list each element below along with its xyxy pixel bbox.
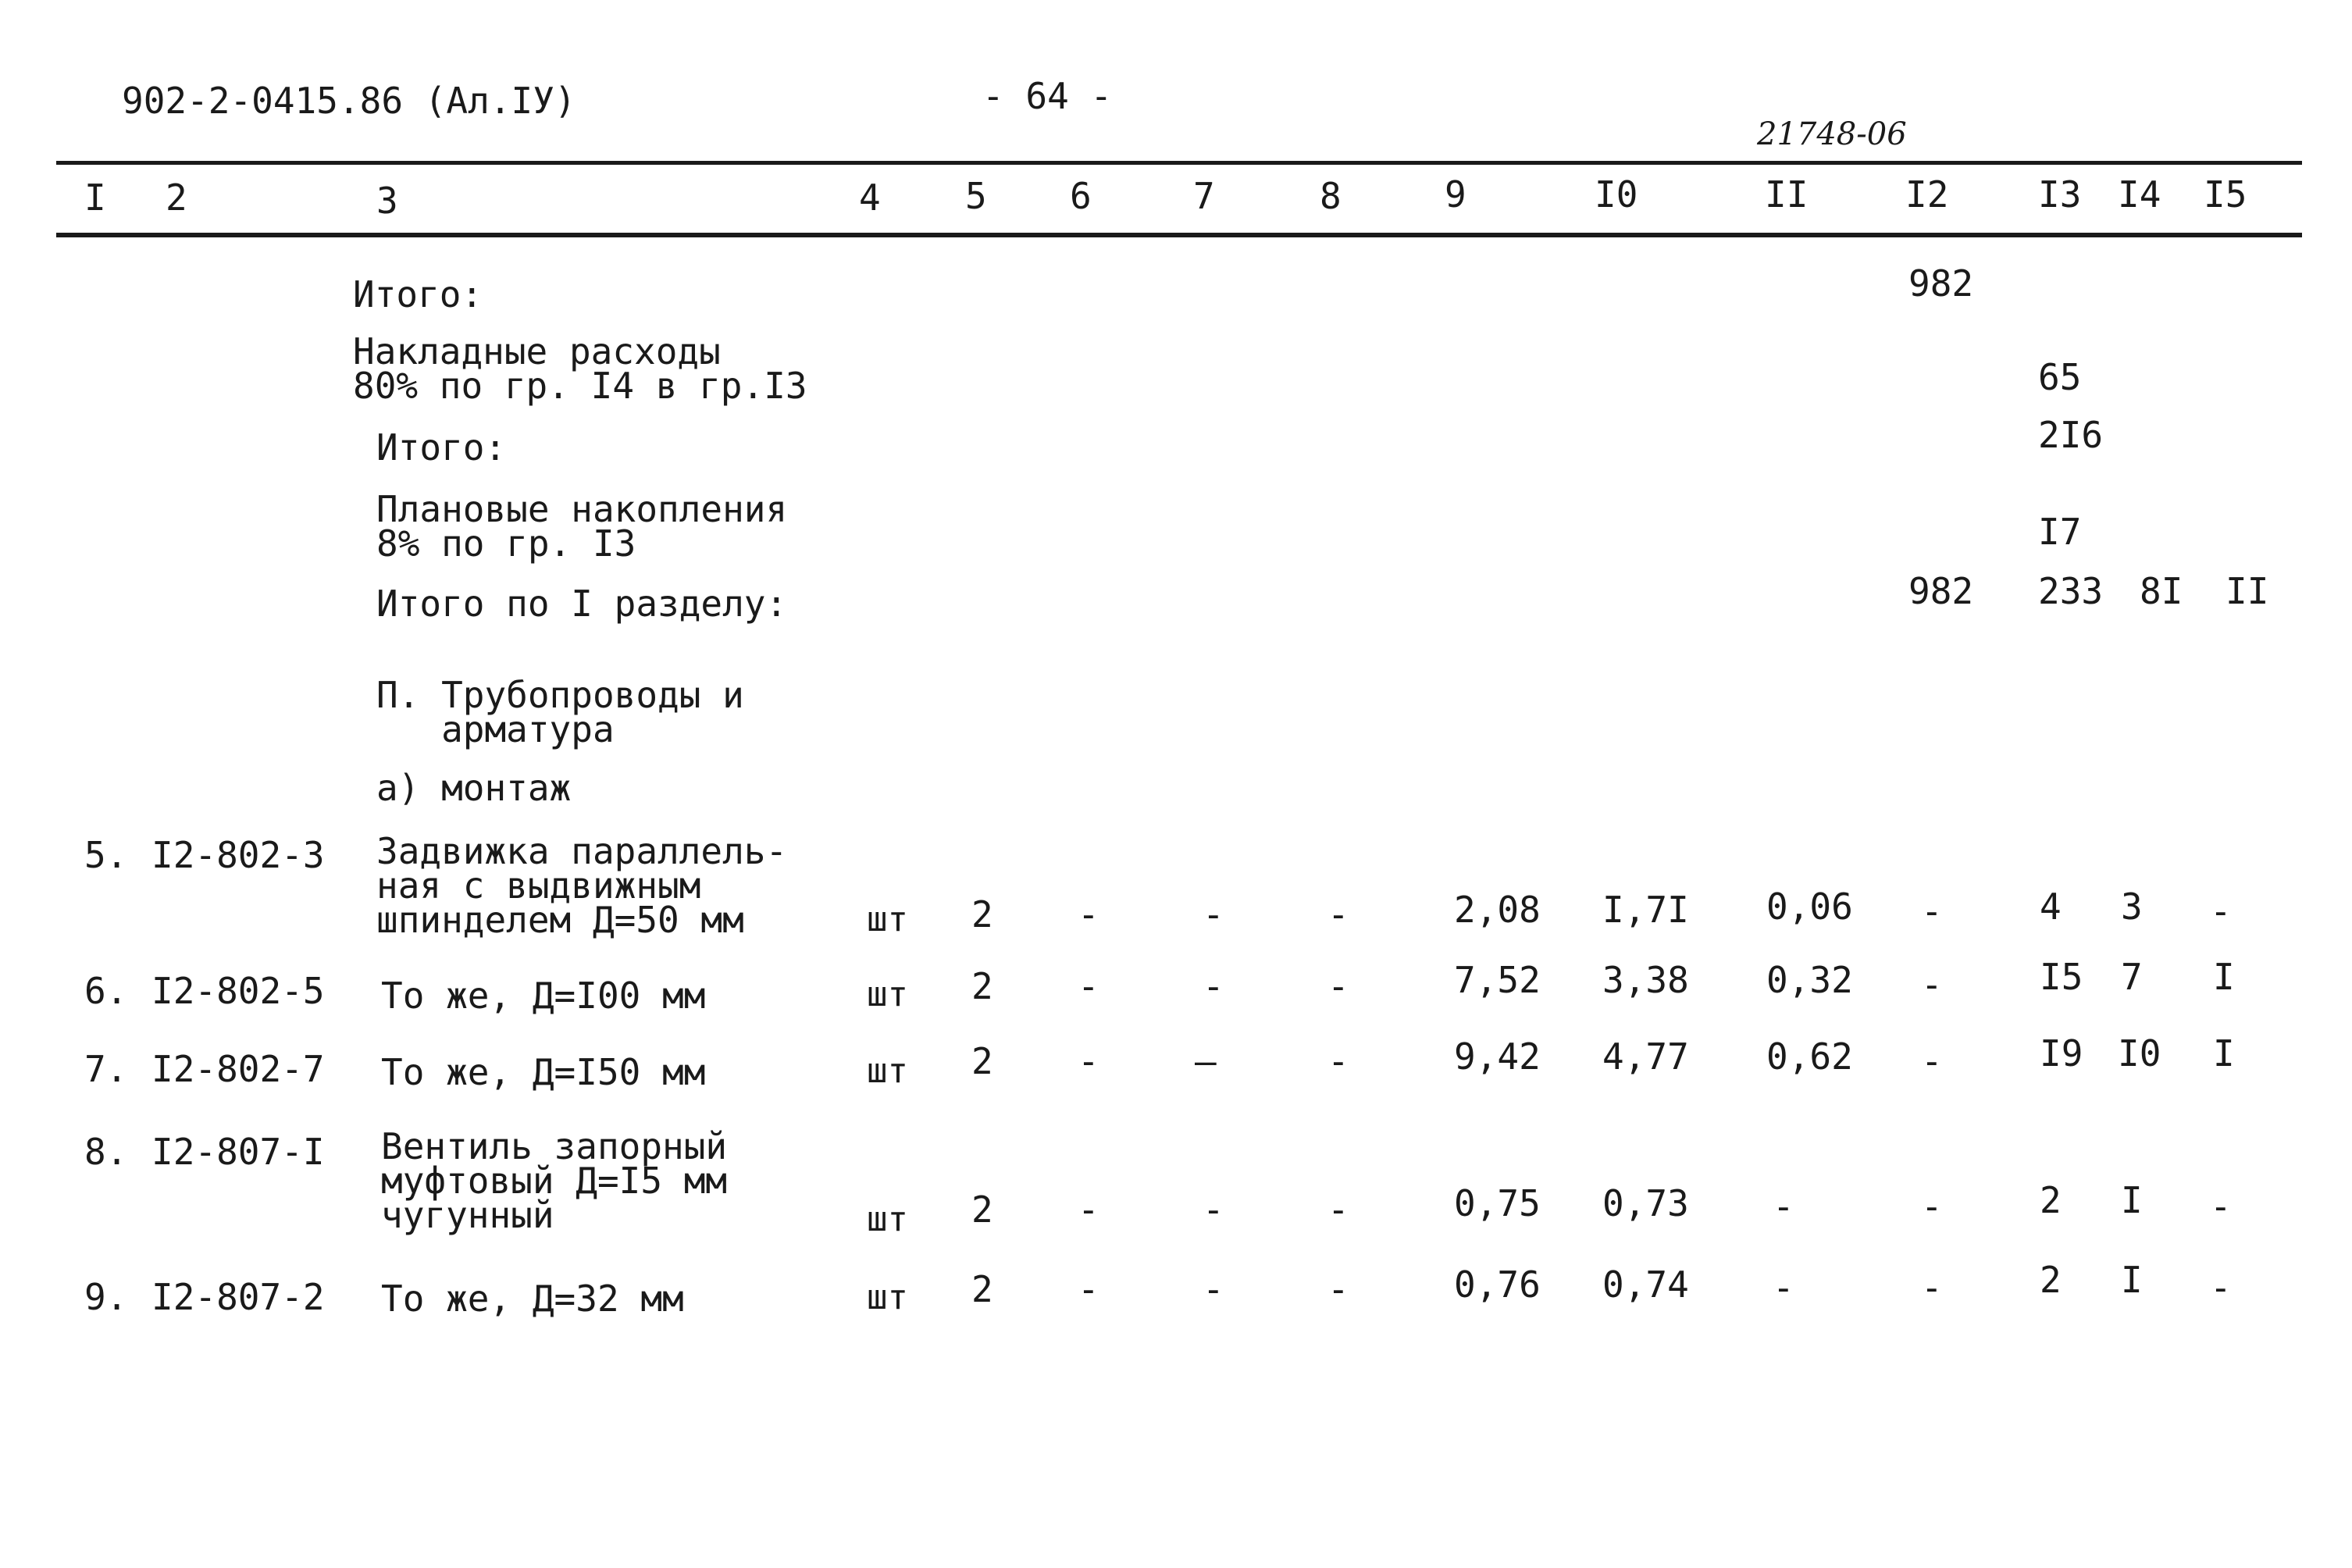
row-unit: шт <box>867 900 908 939</box>
row-number: 8. <box>84 1131 128 1173</box>
column-header-9: 9 <box>1445 173 1466 216</box>
overhead-col13: 65 <box>2038 356 2082 398</box>
row-col10: 3,38 <box>1602 959 1689 1001</box>
row-unit: шт <box>867 1278 908 1317</box>
page-number: - 64 - <box>982 75 1113 117</box>
itogo-2-col13: 2I6 <box>2038 414 2104 456</box>
row-number: 6. <box>84 970 128 1012</box>
row-col15: I <box>2213 956 2235 998</box>
planned-savings-col13: I7 <box>2038 511 2082 553</box>
row-number: 7. <box>84 1048 128 1090</box>
row-col12: - <box>1921 1267 1943 1309</box>
row-col14: 3 <box>2121 886 2143 928</box>
row-col14: 7 <box>2121 956 2143 998</box>
row-col7: - <box>1203 965 1224 1007</box>
column-header-15: I5 <box>2204 173 2247 216</box>
section-total-col13: 233 <box>2038 570 2104 612</box>
row-col11: 0,32 <box>1766 959 1853 1001</box>
row-col13: 2 <box>2040 1179 2062 1221</box>
row-col9: 7,52 <box>1454 959 1541 1001</box>
row-col8: - <box>1327 965 1349 1007</box>
row-number: 5. <box>84 834 128 876</box>
row-code: I2-807-I <box>151 1131 325 1173</box>
row-col6: - <box>1078 1188 1099 1231</box>
row-col15: - <box>2210 890 2232 932</box>
row-col13: I5 <box>2040 956 2083 998</box>
itogo-2-label: Итого: <box>376 426 507 469</box>
column-header-3: 3 <box>376 180 398 222</box>
row-col5: 2 <box>971 965 993 1007</box>
row-col15: I <box>2213 1032 2235 1074</box>
overhead-label: Накладные расходы 80% по гр. I4 в гр.I3 <box>353 330 807 407</box>
row-col10: 4,77 <box>1602 1035 1689 1078</box>
row-col10: I,7I <box>1602 889 1689 931</box>
row-col9: 2,08 <box>1454 889 1541 931</box>
column-header-1: I <box>84 176 106 219</box>
row-col12: - <box>1921 1040 1943 1082</box>
row-code: I2-802-5 <box>151 970 325 1012</box>
row-col6: - <box>1078 965 1099 1007</box>
row-description: То же, Д=I50 мм <box>381 1051 706 1093</box>
row-col11: 0,06 <box>1766 886 1853 928</box>
row-col8: - <box>1327 1268 1349 1310</box>
row-col9: 0,75 <box>1454 1182 1541 1224</box>
row-col14: I <box>2121 1259 2143 1301</box>
section-2-title: П. Трубопроводы и арматура <box>376 674 744 750</box>
header-bottom-rule <box>56 233 2302 237</box>
section-total-col12: 982 <box>1908 570 1974 612</box>
row-col8: - <box>1327 1188 1349 1231</box>
row-description: То же, Д=I00 мм <box>381 975 706 1017</box>
header-top-rule <box>56 161 2302 165</box>
handwritten-reference: 21748-06 <box>1757 116 1907 152</box>
row-col15: - <box>2210 1267 2232 1309</box>
section-2-subtitle: а) монтаж <box>376 767 572 809</box>
row-col6: - <box>1078 893 1099 935</box>
row-col9: 9,42 <box>1454 1035 1541 1078</box>
row-description: Задвижка параллель- ная с выдвижным шпинделем Д=50 мм <box>376 830 788 941</box>
row-col14: I0 <box>2118 1032 2161 1074</box>
row-col8: - <box>1327 1040 1349 1082</box>
itogo-label: Итого: <box>353 273 483 315</box>
row-unit: шт <box>867 1199 908 1239</box>
section-total-col15: II <box>2225 570 2269 612</box>
column-header-11: II <box>1765 173 1809 216</box>
row-col11: 0,62 <box>1766 1035 1853 1078</box>
planned-savings-label: Плановые накопления 8% по гр. I3 <box>376 488 788 565</box>
row-description: То же, Д=32 мм <box>381 1278 684 1320</box>
row-col11: - <box>1773 1267 1794 1309</box>
row-col5: 2 <box>971 1040 993 1082</box>
row-col11: - <box>1773 1185 1794 1228</box>
row-col14: I <box>2121 1179 2143 1221</box>
row-number: 9. <box>84 1276 128 1318</box>
row-col5: 2 <box>971 1188 993 1231</box>
column-header-10: I0 <box>1595 173 1638 216</box>
row-col6: - <box>1078 1040 1099 1082</box>
column-header-4: 4 <box>859 176 881 219</box>
column-header-6: 6 <box>1070 175 1092 217</box>
row-code: I2-802-3 <box>151 834 325 876</box>
row-col15: - <box>2210 1185 2232 1228</box>
row-col12: - <box>1921 890 1943 932</box>
column-header-12: I2 <box>1905 173 1949 216</box>
column-header-5: 5 <box>965 175 987 217</box>
row-col5: 2 <box>971 1268 993 1310</box>
row-col7: - <box>1203 893 1224 935</box>
document-code: 902-2-0415.86 (Ал.IУ) <box>122 80 576 122</box>
row-col12: - <box>1921 1185 1943 1228</box>
row-col7: - <box>1203 1268 1224 1310</box>
row-col8: - <box>1327 893 1349 935</box>
row-unit: шт <box>867 975 908 1014</box>
column-header-7: 7 <box>1193 175 1215 217</box>
row-col10: 0,73 <box>1602 1182 1689 1224</box>
itogo-col12: 982 <box>1908 262 1974 305</box>
row-code: I2-807-2 <box>151 1276 325 1318</box>
row-col7: — <box>1195 1040 1217 1082</box>
section-total-label: Итого по I разделу: <box>376 583 788 625</box>
row-col9: 0,76 <box>1454 1263 1541 1306</box>
column-header-2: 2 <box>166 176 187 219</box>
row-col5: 2 <box>971 893 993 935</box>
row-unit: шт <box>867 1051 908 1091</box>
row-col7: - <box>1203 1188 1224 1231</box>
column-header-13: I3 <box>2038 173 2082 216</box>
row-col13: I9 <box>2040 1032 2083 1074</box>
row-col10: 0,74 <box>1602 1263 1689 1306</box>
row-code: I2-802-7 <box>151 1048 325 1090</box>
column-header-14: I4 <box>2118 173 2161 216</box>
row-col6: - <box>1078 1268 1099 1310</box>
row-col12: - <box>1921 964 1943 1006</box>
column-header-8: 8 <box>1320 175 1342 217</box>
row-col13: 2 <box>2040 1259 2062 1301</box>
row-description: Вентиль запорный муфтовый Д=I5 мм чугунный <box>381 1125 728 1236</box>
row-col13: 4 <box>2040 886 2062 928</box>
section-total-col14: 8I <box>2140 570 2183 612</box>
